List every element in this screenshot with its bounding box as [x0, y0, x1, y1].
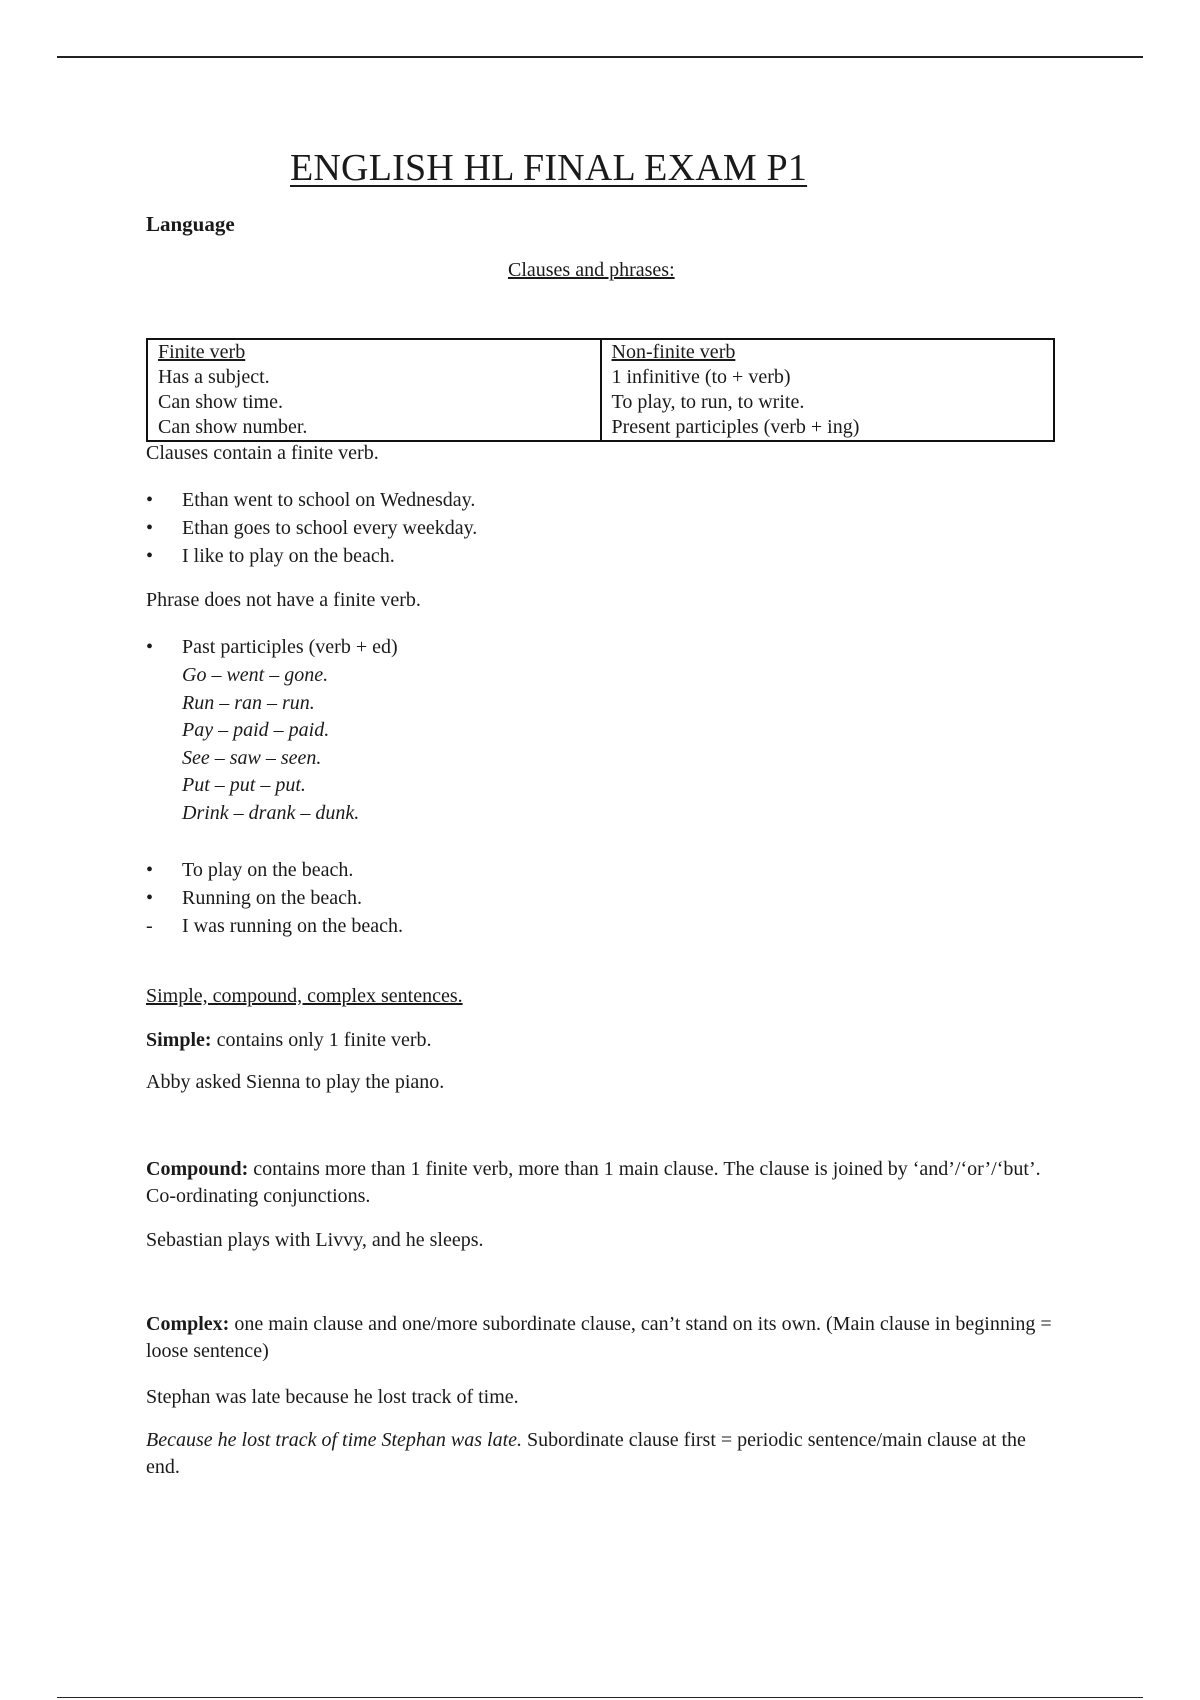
- clauses-note: Clauses contain a finite verb.: [146, 442, 379, 464]
- complex-definition: Complex: one main clause and one/more subordinate clause, can’t stand on its own. (Main clause in beginning = loose sentence): [146, 1313, 1052, 1362]
- clause-examples-list: [146, 486, 477, 570]
- non-finite-verb-header: Non-finite verb: [611, 341, 736, 363]
- non-finite-verb-line: 1 infinitive (to + verb): [611, 366, 791, 388]
- list-item: • Running on the beach.: [146, 884, 403, 912]
- section-heading: Language: [146, 212, 235, 236]
- simple-example: Abby asked Sienna to play the piano.: [146, 1071, 445, 1093]
- compound-example: Sebastian plays with Livvy, and he sleeps.: [146, 1229, 484, 1251]
- simple-label: Simple:: [146, 1029, 212, 1051]
- periodic-example: Because he lost track of time Stephan was late.: [146, 1429, 523, 1451]
- participle-form: Go – went – gone.: [182, 664, 329, 686]
- non-finite-verb-line: Present participles (verb + ing): [611, 416, 860, 438]
- complex-example: Stephan was late because he lost track of time.: [146, 1386, 519, 1408]
- complex-label: Complex:: [146, 1313, 230, 1335]
- bullet-icon: •: [146, 545, 154, 567]
- bottom-rule: [57, 1697, 1143, 1698]
- compound-label: Compound:: [146, 1158, 249, 1180]
- finite-verb-line: Has a subject.: [158, 366, 270, 388]
- phrase-note: Phrase does not have a finite verb.: [146, 589, 421, 611]
- compound-definition: Compound: contains more than 1 finite verb, more than 1 main clause. The clause is joined by ‘and’/‘or’/‘but’. Co-ordinating conjunctions.: [146, 1158, 1041, 1207]
- finite-verb-header: Finite verb: [158, 341, 246, 363]
- participle-form: Drink – drank – dunk.: [182, 801, 360, 824]
- clauses-heading: Clauses and phrases:: [508, 259, 675, 281]
- participle-form: See – saw – seen.: [182, 746, 322, 769]
- bullet-icon: •: [146, 887, 154, 909]
- finite-verb-line: Can show number.: [158, 416, 308, 438]
- sentences-heading: Simple, compound, complex sentences.: [146, 985, 463, 1007]
- list-item: • Ethan went to school on Wednesday.: [146, 486, 477, 514]
- participle-form: Put – put – put.: [182, 774, 306, 796]
- past-participles-list: [146, 633, 398, 826]
- participle-form: Pay – paid – paid.: [182, 719, 330, 741]
- list-item: • Past participles (verb + ed): [146, 633, 398, 661]
- simple-definition: Simple: contains only 1 finite verb.: [146, 1029, 432, 1051]
- top-rule: [57, 56, 1143, 58]
- finite-verb-line: Can show time.: [158, 391, 283, 413]
- bullet-icon: •: [146, 489, 154, 511]
- list-item: • I like to play on the beach.: [146, 542, 477, 570]
- phrase-examples-list: [146, 856, 403, 940]
- page-title: ENGLISH HL FINAL EXAM P1: [290, 147, 808, 189]
- verb-table: [146, 338, 1055, 442]
- list-item: • To play on the beach.: [146, 856, 403, 884]
- list-item: - I was running on the beach.: [146, 912, 403, 940]
- periodic-sentence-note: Because he lost track of time Stephan was late. Subordinate clause first = periodic sentence/main clause at the end.: [146, 1429, 1026, 1478]
- non-finite-verb-line: To play, to run, to write.: [611, 391, 805, 413]
- bullet-icon: •: [146, 859, 154, 881]
- finite-verb-cell: [147, 339, 601, 441]
- bullet-icon: •: [146, 636, 154, 658]
- participle-form: Run – ran – run.: [182, 691, 315, 714]
- bullet-icon: •: [146, 517, 154, 539]
- dash-icon: -: [146, 915, 153, 937]
- non-finite-verb-cell: [601, 339, 1055, 441]
- list-item: • Ethan goes to school every weekday.: [146, 514, 477, 542]
